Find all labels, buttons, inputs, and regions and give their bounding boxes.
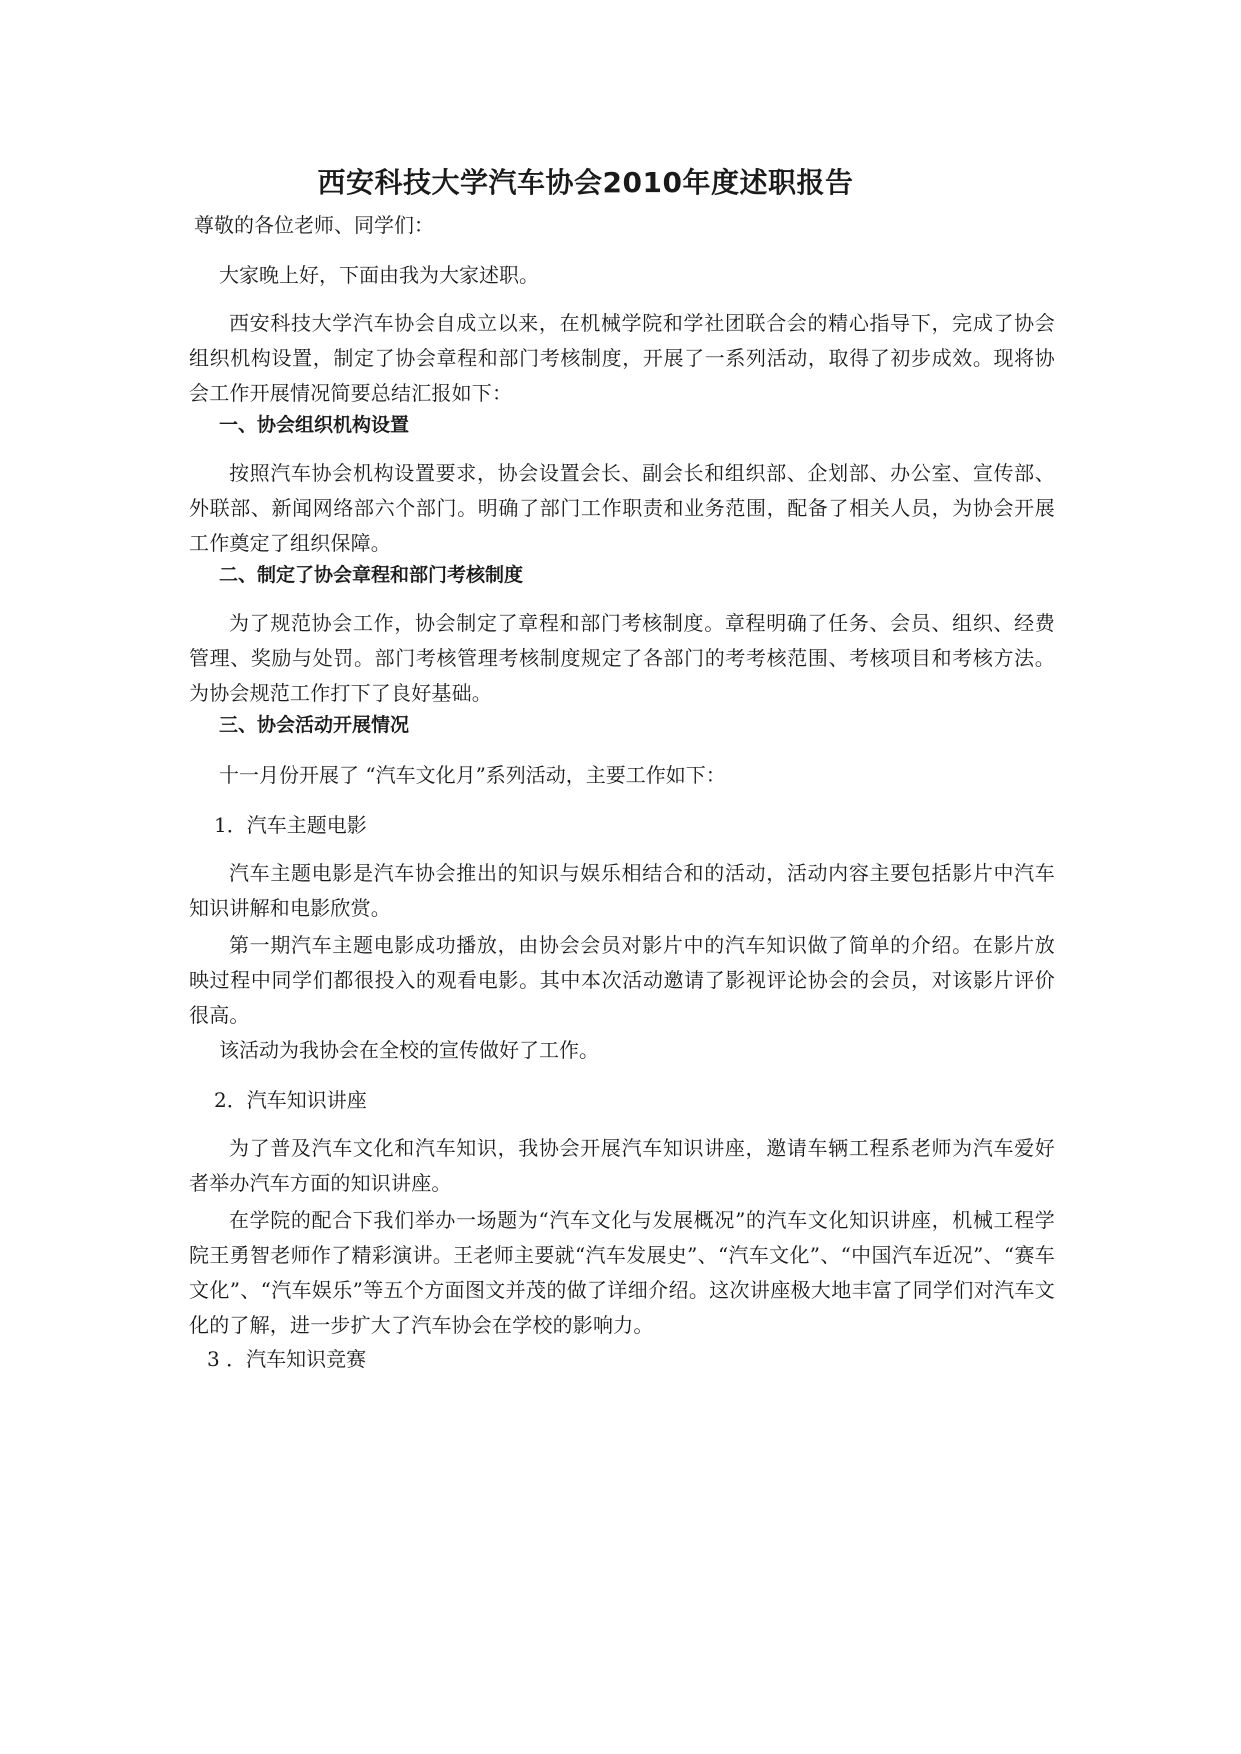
intro-paragraph: 西安科技大学汽车协会自成立以来，在机械学院和学社团联合会的精心指导下，完成了协会组织机构设置，制定了协会章程和部门考核制度，开展了一系列活动，取得了初步成效。现将协会工作开展情况简要总结汇报如下： — [189, 311, 1055, 405]
item-3-label: 3 ．汽车知识竞赛 — [207, 1347, 367, 1371]
salutation: 尊敬的各位老师、同学们： — [194, 213, 434, 237]
greeting: 大家晚上好，下面由我为大家述职。 — [219, 263, 539, 287]
document-title: 西安科技大学汽车协会2010年度述职报告 — [317, 166, 854, 199]
section-3-lead: 十一月份开展了 “汽车文化月”系列活动，主要工作如下： — [219, 763, 726, 787]
item-1-label: 1．汽车主题电影 — [214, 813, 367, 837]
item-2-label: 2．汽车知识讲座 — [214, 1088, 367, 1112]
item-2-paragraph-1: 为了普及汽车文化和汽车知识，我协会开展汽车知识讲座，邀请车辆工程系老师为汽车爱好者举办汽车方面的知识讲座。 — [189, 1136, 1055, 1195]
item-1-paragraph-1: 汽车主题电影是汽车协会推出的知识与娱乐相结合和的活动，活动内容主要包括影片中汽车知识讲解和电影欣赏。 — [189, 861, 1055, 920]
section-3-heading: 三、协会活动开展情况 — [219, 714, 410, 736]
item-1-paragraph-3: 该活动为我协会在全校的宣传做好了工作。 — [219, 1038, 599, 1062]
section-1-body: 按照汽车协会机构设置要求，协会设置会长、副会长和组织部、企划部、办公室、宣传部、外联部、新闻网络部六个部门。明确了部门工作职责和业务范围，配备了相关人员，为协会开展工作奠定了组织保障。 — [189, 461, 1055, 555]
section-2-heading: 二、制定了协会章程和部门考核制度 — [219, 564, 524, 586]
section-1-heading: 一、协会组织机构设置 — [219, 414, 410, 436]
item-1-paragraph-2: 第一期汽车主题电影成功播放，由协会会员对影片中的汽车知识做了简单的介绍。在影片放映过程中同学们都很投入的观看电影。其中本次活动邀请了影视评论协会的会员，对该影片评价很高。 — [189, 933, 1055, 1027]
section-2-body: 为了规范协会工作，协会制定了章程和部门考核制度。章程明确了任务、会员、组织、经费管理、奖励与处罚。部门考核管理考核制度规定了各部门的考考核范围、考核项目和考核方法。为协会规范工作打下了良好基础。 — [189, 611, 1055, 705]
item-2-paragraph-2: 在学院的配合下我们举办一场题为“汽车文化与发展概况”的汽车文化知识讲座，机械工程学院王勇智老师作了精彩演讲。王老师主要就“汽车发展史”、“汽车文化”、“中国汽车近况”、“赛车文化”、“汽车娱乐”等五个方面图文并茂的做了详细介绍。这次讲座极大地丰富了同学们对汽车文化的了解，进一步扩大了汽车协会在学校的影响力。 — [189, 1208, 1055, 1337]
